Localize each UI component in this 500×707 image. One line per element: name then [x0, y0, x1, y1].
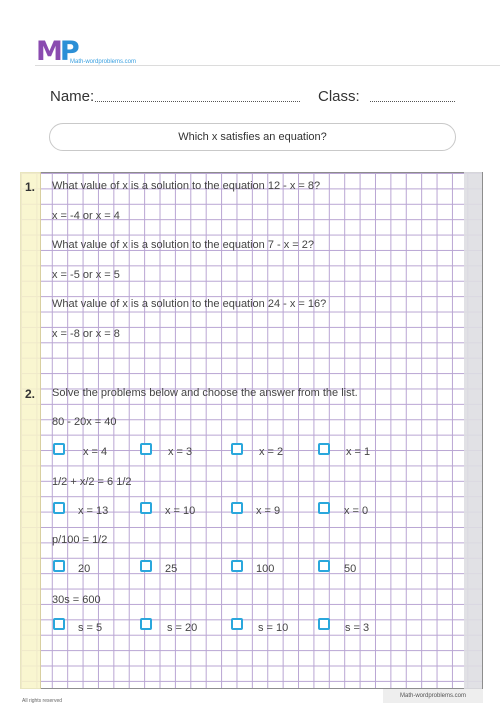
- checkbox[interactable]: [231, 618, 243, 630]
- equation-2: 1/2 + x/2 = 6 1/2: [52, 476, 132, 488]
- checkbox[interactable]: [53, 560, 65, 572]
- checkbox[interactable]: [140, 618, 152, 630]
- section-2-number: 2.: [25, 387, 36, 401]
- checkbox[interactable]: [140, 502, 152, 514]
- option-label: s = 10: [258, 622, 289, 634]
- section-2-instruction: Solve the problems below and choose the answer from the list.: [52, 387, 358, 399]
- section-1-number: 1.: [25, 180, 36, 194]
- question-1b: What value of x is a solution to the equation 7 - x = 2?: [52, 239, 315, 251]
- logo: [36, 36, 137, 67]
- rights-notice: All rights reserved: [22, 698, 63, 704]
- equation-3: p/100 = 1/2: [52, 534, 108, 546]
- equation-4: 30s = 600: [52, 594, 101, 606]
- checkbox[interactable]: [318, 560, 330, 572]
- question-1c: What value of x is a solution to the equation 24 - x = 16?: [52, 298, 327, 310]
- checkbox[interactable]: [231, 443, 243, 455]
- option-label: x = 2: [259, 446, 284, 458]
- option-label: 20: [78, 563, 91, 575]
- logo-mark: MP: [36, 36, 77, 67]
- option-label: s = 20: [167, 622, 198, 634]
- checkbox[interactable]: [140, 560, 152, 572]
- class-field[interactable]: [370, 101, 455, 102]
- checkbox[interactable]: [53, 618, 65, 630]
- answer-1a: x = -4 or x = 4: [52, 210, 120, 222]
- option-label: x = 13: [78, 505, 109, 517]
- option-label: 25: [165, 563, 178, 575]
- option-label: x = 1: [346, 446, 371, 458]
- checkbox[interactable]: [53, 443, 65, 455]
- checkbox[interactable]: [318, 502, 330, 514]
- option-label: x = 10: [165, 505, 196, 517]
- name-field[interactable]: [95, 101, 300, 102]
- option-label: x = 4: [83, 446, 108, 458]
- option-label: s = 5: [78, 622, 103, 634]
- answer-1c: x = -8 or x = 8: [52, 328, 120, 340]
- option-label: 50: [344, 563, 357, 575]
- right-margin: [464, 172, 482, 689]
- equation-1: 80 - 20x = 40: [52, 416, 117, 428]
- checkbox[interactable]: [231, 502, 243, 514]
- footer-site: Math-wordproblems.com: [383, 689, 483, 703]
- option-label: s = 3: [345, 622, 370, 634]
- logo-site-text: Math-wordproblems.com: [70, 59, 137, 65]
- option-label: x = 3: [168, 446, 193, 458]
- worksheet-title: Which x satisfies an equation?: [49, 123, 456, 151]
- checkbox[interactable]: [231, 560, 243, 572]
- option-label: 100: [256, 563, 275, 575]
- question-1a: What value of x is a solution to the equation 12 - x = 8?: [52, 180, 321, 192]
- checkbox[interactable]: [318, 443, 330, 455]
- checkbox[interactable]: [140, 443, 152, 455]
- option-label: x = 0: [344, 505, 369, 517]
- checkbox[interactable]: [53, 502, 65, 514]
- checkbox[interactable]: [318, 618, 330, 630]
- header-divider: [35, 65, 500, 66]
- option-label: x = 9: [256, 505, 281, 517]
- left-margin: [20, 172, 41, 689]
- name-label: Name:: [50, 88, 95, 105]
- class-label: Class:: [318, 88, 360, 105]
- answer-1b: x = -5 or x = 5: [52, 269, 120, 281]
